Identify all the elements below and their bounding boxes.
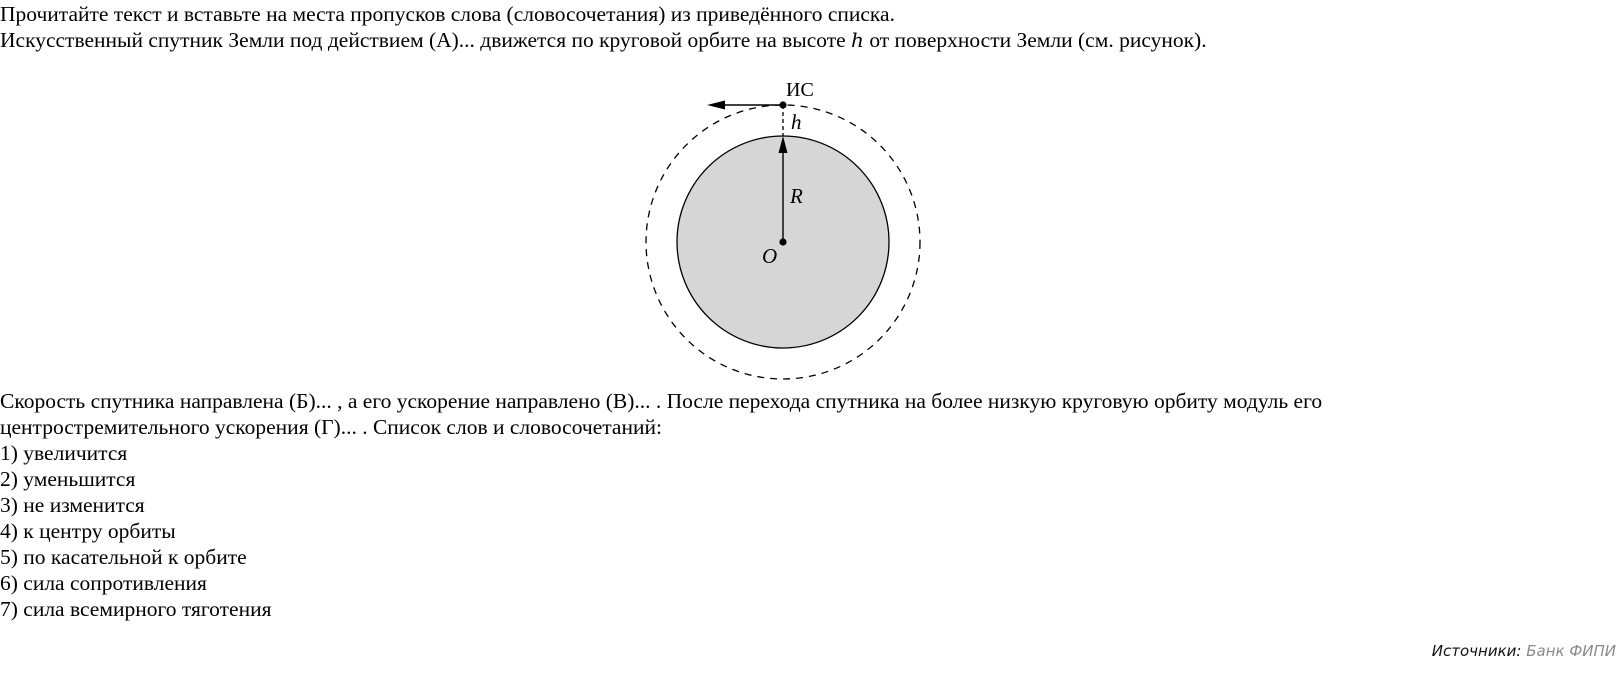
height-label: h <box>791 110 802 134</box>
satellite-label: ИС <box>786 79 814 101</box>
paragraph-2-line-1: Скорость спутника направлена (Б)... , а его ускорение направлено (В)... . После перехода спутника на более низкую круговую орбиту модуль его <box>0 389 1323 413</box>
option-item: 1) увеличится <box>0 441 128 465</box>
paragraph-2-line-2: центростремительного ускорения (Г)... . Список слов и словосочетаний: <box>0 415 662 439</box>
center-label: O <box>762 244 778 268</box>
option-item: 7) сила всемирного тяготения <box>0 597 272 621</box>
problem-sentence <box>0 27 1207 53</box>
option-item: 3) не изменится <box>0 493 145 517</box>
sentence-part-before: Искусственный спутник Земли под действием (А)... движется по круговой орбите на высоте <box>0 28 852 52</box>
satellite-point <box>779 101 786 108</box>
source-label: Источники: <box>1431 642 1522 660</box>
radius-label: R <box>790 184 803 208</box>
orbit-diagram <box>640 74 940 394</box>
source-link[interactable]: Банк ФИПИ <box>1526 642 1616 660</box>
instruction-text: Прочитайте текст и вставьте на места пропусков слова (словосочетания) из приведённого списка. <box>0 2 895 26</box>
option-item: 2) уменьшится <box>0 467 136 491</box>
option-item: 6) сила сопротивления <box>0 571 207 595</box>
sentence-part-after: от поверхности Земли (см. рисунок). <box>863 28 1207 52</box>
option-item: 5) по касательной к орбите <box>0 545 247 569</box>
center-point <box>779 238 786 245</box>
option-item: 4) к центру орбиты <box>0 519 176 543</box>
source-attribution <box>1432 642 1616 660</box>
height-variable: h <box>851 28 864 52</box>
velocity-arrow-head <box>707 101 725 110</box>
